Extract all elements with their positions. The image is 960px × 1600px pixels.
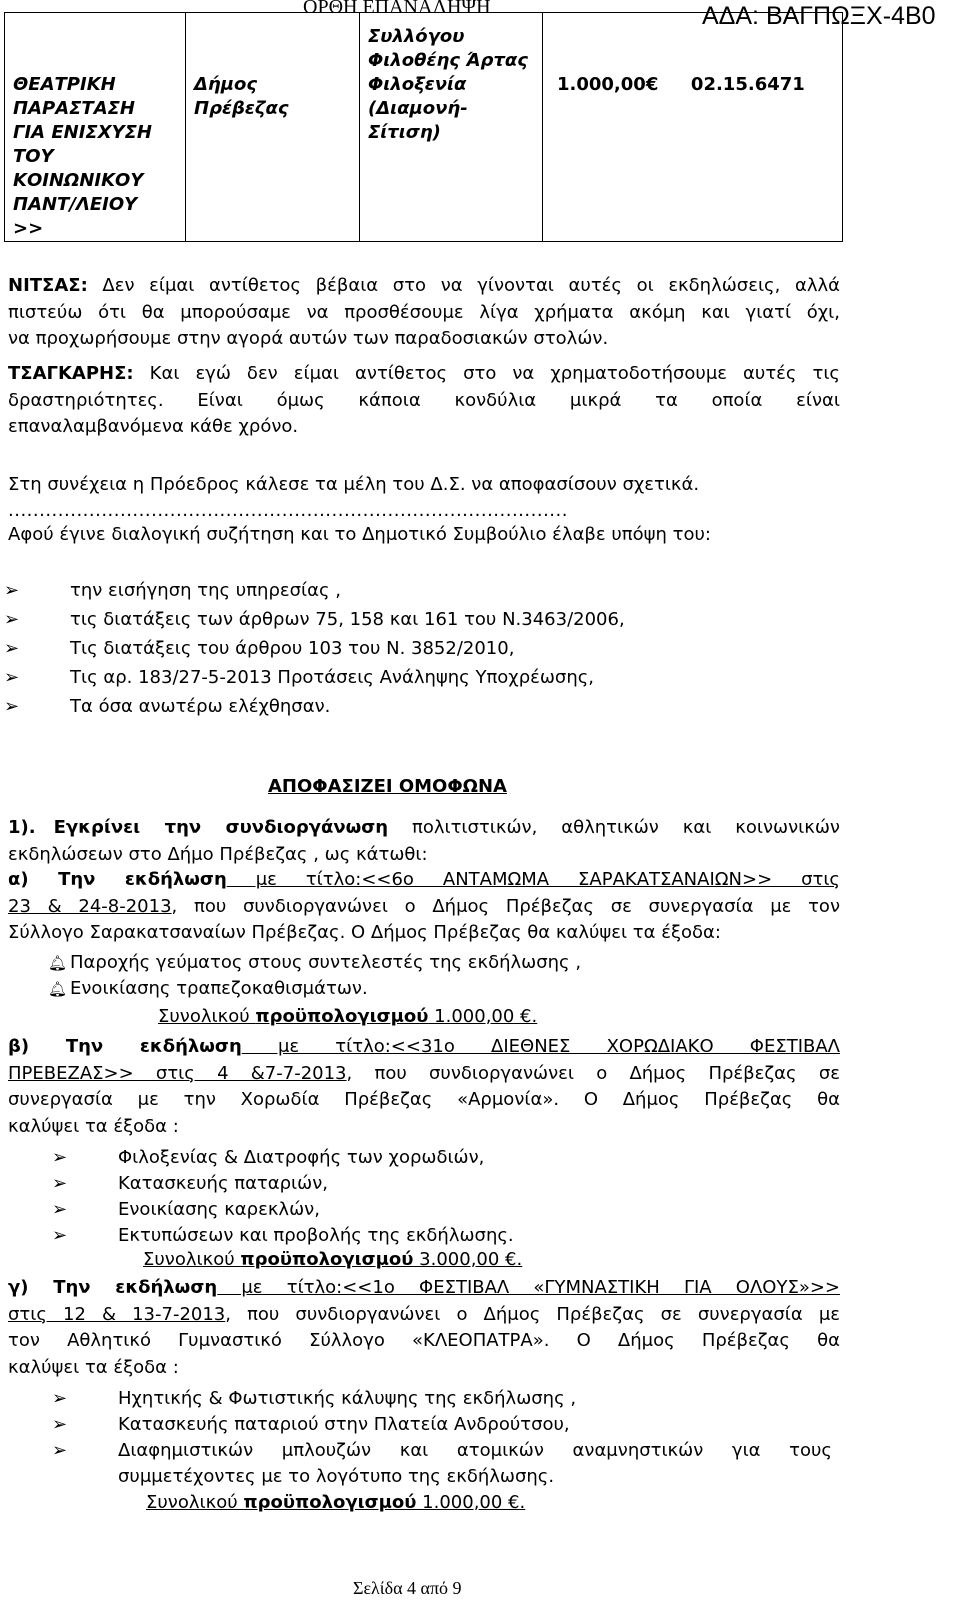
arrow-bullet-icon: ➢ [4,696,20,717]
list-item: ➢ Τις αρ. 183/27-5-2013 Προτάσεις Ανάληψης Υποχρέωσης, [70,665,594,691]
list-item: 🔔︎ Ενοικίασης τραπεζοκαθισμάτων. [70,976,368,1002]
table-cell-event [5,13,186,242]
text-line: να προχωρήσουμε στην αγορά αυτών των παραδοσιακών στολών. [8,328,609,349]
speaker-nitsas: ΝΙΤΣΑΣ: [8,275,88,296]
text-line: τον Αθλητικό Γυμναστικό Σύλλογο «ΚΛΕΟΠΑΤΡΑ». Ο Δήμος Πρέβεζας θα [8,1330,840,1351]
document-title: ΟΡΘΗ ΕΠΑΝΑΛΗΨΗ [303,0,491,18]
arrow-bullet-icon: ➢ [52,1440,68,1461]
arrow-bullet-icon: ➢ [52,1147,68,1168]
text-line: Σύλλογο Σαρακατσαναίων Πρέβεζας. Ο Δήμος Πρέβεζας θα καλύψει τα έξοδα: [8,922,721,943]
expense-line: Φιλοξενία [368,74,467,95]
list-item: 🔔︎ Παροχής γεύματος στους συντελεστές της εκδήλωσης , [70,950,581,976]
list-item: ➢ Τα όσα ανωτέρω ελέχθησαν. [70,694,330,720]
expense-line: Σίτιση) [368,122,441,143]
event-a-paragraph [8,867,840,947]
partner-line: Φιλοθέης Άρτας [368,50,528,71]
list-item: ➢ Φιλοξενίας & Διατροφής των χορωδιών, [118,1145,484,1171]
budget-table [4,12,843,242]
text-line: δραστηριότητες. Είναι όμως κάποια κονδύλια μικρά τα οποία είναι [8,389,840,411]
partner-line: Συλλόγου [368,26,465,47]
event-line: ΠΑΝΤ/ΛΕΙΟΥ [13,194,138,215]
list-item: ➢ Εκτυπώσεων και προβολής της εκδήλωσης. [118,1223,514,1249]
text-line: , που συνδιοργανώνει ο Δήμος Πρέβεζας σε [346,1062,840,1084]
budget-code: 02.15.6471 [690,74,805,95]
list-item-continuation: συμμετέχοντες με το λογότυπο της εκδήλωσης. [118,1466,555,1487]
event-line: ΚΟΙΝΩΝΙΚΟΥ [13,170,144,191]
text-line: πολιτιστικών, αθλητικών και κοινωνικών [388,817,840,838]
nitsas-paragraph [8,273,840,353]
arrow-bullet-icon: ➢ [4,638,20,659]
council-intro: Αφού έγινε διαλογική συζήτηση και το Δημοτικό Συμβούλιο έλαβε υπόψη του: [8,524,711,545]
event-b-label: β) Την εκδήλωση [8,1036,242,1057]
event-a-label: α) Την εκδήλωση [8,869,227,890]
list-item: ➢ Ενοικίασης καρεκλών, [118,1197,320,1223]
event-line: ΘΕΑΤΡΙΚΗ [13,74,116,95]
event-line: ΓΙΑ ΕΝΙΣΧΥΣΗ [13,122,152,143]
event-a-dates: 23 & 24-8-2013 [8,895,172,917]
event-c-title: με τίτλο:<<1ο ΦΕΣΤΙΒΑΛ «ΓΥΜΝΑΣΤΙΚΗ ΓΙΑ ΟΛΟΥΣ»>> [217,1277,840,1298]
table-cell-amount [543,13,843,242]
text-line: , που συνδιοργανώνει ο Δήμος Πρέβεζας σε συνεργασία με [225,1303,841,1325]
arrow-bullet-icon: ➢ [52,1173,68,1194]
list-item: ➢ Τις διατάξεις του άρθρου 103 του Ν. 3852/2010, [70,636,514,662]
organizer-line: Πρέβεζας [194,98,289,119]
speaker-tsagkaris: ΤΣΑΓΚΑΡΗΣ: [8,363,134,384]
bell-bullet-icon: 🔔︎ [48,980,68,998]
table-row [5,13,843,242]
event-line: ΠΑΡΑΣΤΑΣΗ [13,98,135,119]
text-line: , που συνδιοργανώνει ο Δήμος Πρέβεζας σε συνεργασία με τον [171,895,840,917]
event-line: >> [13,218,44,239]
organizer-line: Δήμος [194,74,258,95]
event-c-label: γ) Την εκδήλωση [8,1277,218,1298]
text-line: καλύψει τα έξοδα : [8,1115,179,1137]
list-item: ➢ Κατασκευής παταριών, [118,1171,328,1197]
table-cell-organizer [186,13,360,242]
ada-code: ΑΔΑ: ΒΑΓΠΩΞΧ-4Β0 [702,2,936,30]
event-b-dates: ΠΡΕΒΕΖΑΣ>> στις 4 &7-7-2013 [8,1062,347,1084]
text-line: Δεν είμαι αντίθετος βέβαια στο να γίνονται αυτές οι εκδηλώσεις, αλλά [87,275,840,296]
approve-bold: Εγκρίνει την συνδιοργάνωση [53,817,389,838]
tsagkaris-paragraph [8,361,840,441]
event-a-title: με τίτλο:<<6ο ΑΝΤΑΜΩΜΑ ΣΑΡΑΚΑΤΣΑΝΑΙΩΝ>> στις [226,869,840,890]
arrow-bullet-icon: ➢ [4,667,20,688]
amount-value: 1.000,00€ [557,74,659,95]
event-b-total: Συνολικού προϋπολογισμού 3.000,00 €. [143,1249,523,1270]
president-call: Στη συνέχεια η Πρόεδρος κάλεσε τα μέλη του Δ.Σ. να αποφασίσουν σχετικά. [8,474,700,495]
list-item: ➢ Κατασκευής παταριού στην Πλατεία Ανδρούτσου, [118,1412,570,1438]
arrow-bullet-icon: ➢ [52,1388,68,1409]
arrow-bullet-icon: ➢ [4,609,20,630]
page-number: Σελίδα 4 από 9 [353,1578,462,1598]
arrow-bullet-icon: ➢ [52,1225,68,1246]
text-line: επαναλαμβανόμενα κάθε χρόνο. [8,416,299,437]
event-c-paragraph [8,1275,840,1381]
list-item: ➢ την εισήγηση της υπηρεσίας , [70,578,341,604]
event-b-paragraph [8,1034,840,1140]
expense-line: (Διαμονή- [368,98,468,119]
arrow-bullet-icon: ➢ [52,1414,68,1435]
list-item: ➢ Ηχητικής & Φωτιστικής κάλυψης της εκδήλωσης , [118,1386,576,1412]
text-line: πιστεύω ότι θα μπορούσαμε να προσθέσουμε λίγα χρήματα ακόμη και γιατί όχι, [8,301,840,323]
event-c-dates: στις 12 & 13-7-2013 [8,1303,226,1325]
list-item: ➢ τις διατάξεις των άρθρων 75, 158 και 161 του Ν.3463/2006, [70,607,625,633]
text-line: Και εγώ δεν είμαι αντίθετος στο να χρηματοδοτήσουμε αυτές τις [133,363,840,384]
decision-number: 1). [8,817,36,838]
event-b-title: με τίτλο:<<31ο ΔΙΕΘΝΕΣ ΧΟΡΩΔΙΑΚΟ ΦΕΣΤΙΒΑΛ [241,1036,840,1057]
text-line: καλύψει τα έξοδα : [8,1356,179,1378]
table-cell-partner-expense [360,13,543,242]
decision-heading: ΑΠΟΦΑΣΙΖΕΙ ΟΜΟΦΩΝΑ [268,776,507,797]
event-c-total: Συνολικού προϋπολογισμού 1.000,00 €. [146,1492,526,1513]
decision-paragraph [8,815,840,868]
event-a-total: Συνολικού προϋπολογισμού 1.000,00 €. [158,1006,538,1027]
arrow-bullet-icon: ➢ [52,1199,68,1220]
text-line: συνεργασία με την Χορωδία Πρέβεζας «Αρμονία». Ο Δήμος Πρέβεζας θα [8,1089,840,1110]
bell-bullet-icon: 🔔︎ [48,954,68,972]
dotted-separator: .......................................................................................... [8,500,568,521]
list-item: ➢ Διαφημιστικών μπλουζών και ατομικών αναμνηστικών για τους [118,1438,832,1464]
text-line: εκδηλώσεων στο Δήμο Πρέβεζας , ως κάτωθι: [8,843,428,865]
arrow-bullet-icon: ➢ [4,580,20,601]
event-line: ΤΟΥ [13,146,54,167]
